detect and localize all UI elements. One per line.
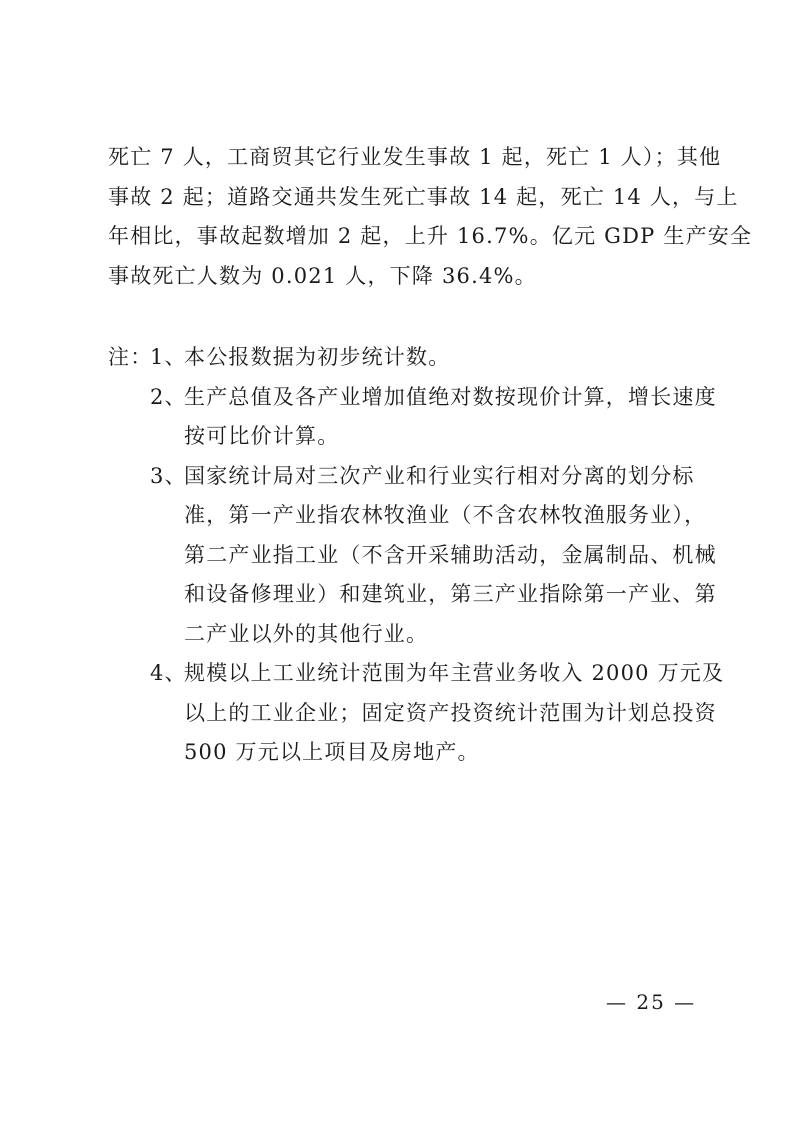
note-line: 第二产业指工业（不含开采辅助活动，金属制品、机械: [184, 542, 717, 567]
note-text: [184, 338, 694, 378]
note-text: [184, 457, 717, 655]
page-number: — 25 —: [606, 990, 697, 1014]
paragraph-line: 事故 2 起；道路交通共发生死亡事故 14 起，死亡 14 人，与上: [108, 184, 739, 209]
note-number: 1、: [150, 345, 187, 369]
note-line: 500 万元以上项目及房地产。: [184, 740, 480, 764]
note-line: 生产总值及各产业增加值绝对数按现价计算，增长速度: [184, 384, 717, 409]
note-text: [184, 378, 717, 457]
note-line: 和设备修理业）和建筑业，第三产业指除第一产业、第: [184, 582, 717, 606]
paragraph-line: 事故死亡人数为 0.021 人，下降 36.4%。: [108, 263, 537, 288]
note-line: 国家统计局对三次产业和行业实行相对分离的划分标: [184, 463, 695, 488]
note-line: 二产业以外的其他行业。: [184, 621, 429, 646]
note-text: [184, 654, 725, 773]
body-paragraph: [108, 138, 753, 296]
note-line: 按可比价计算。: [184, 424, 340, 448]
note-line: 规模以上工业统计范围为年主营业务收入 2000 万元及: [184, 661, 725, 685]
note-number: 3、: [150, 463, 187, 488]
note-number: 2、: [150, 384, 187, 409]
paragraph-line: 年相比，事故起数增加 2 起，上升 16.7%。亿元 GDP 生产安全: [108, 224, 753, 248]
note-line: 以上的工业企业；固定资产投资统计范围为计划总投资: [184, 700, 717, 725]
note-line: 准，第一产业指农林牧渔业（不含农林牧渔服务业），: [184, 503, 707, 527]
notes-label: 注：: [108, 345, 153, 369]
note-number: 4、: [150, 661, 187, 685]
paragraph-line: 死亡 7 人，工商贸其它行业发生事故 1 起，死亡 1 人）；其他: [108, 145, 722, 169]
note-line: 本公报数据为初步统计数。: [184, 345, 451, 369]
